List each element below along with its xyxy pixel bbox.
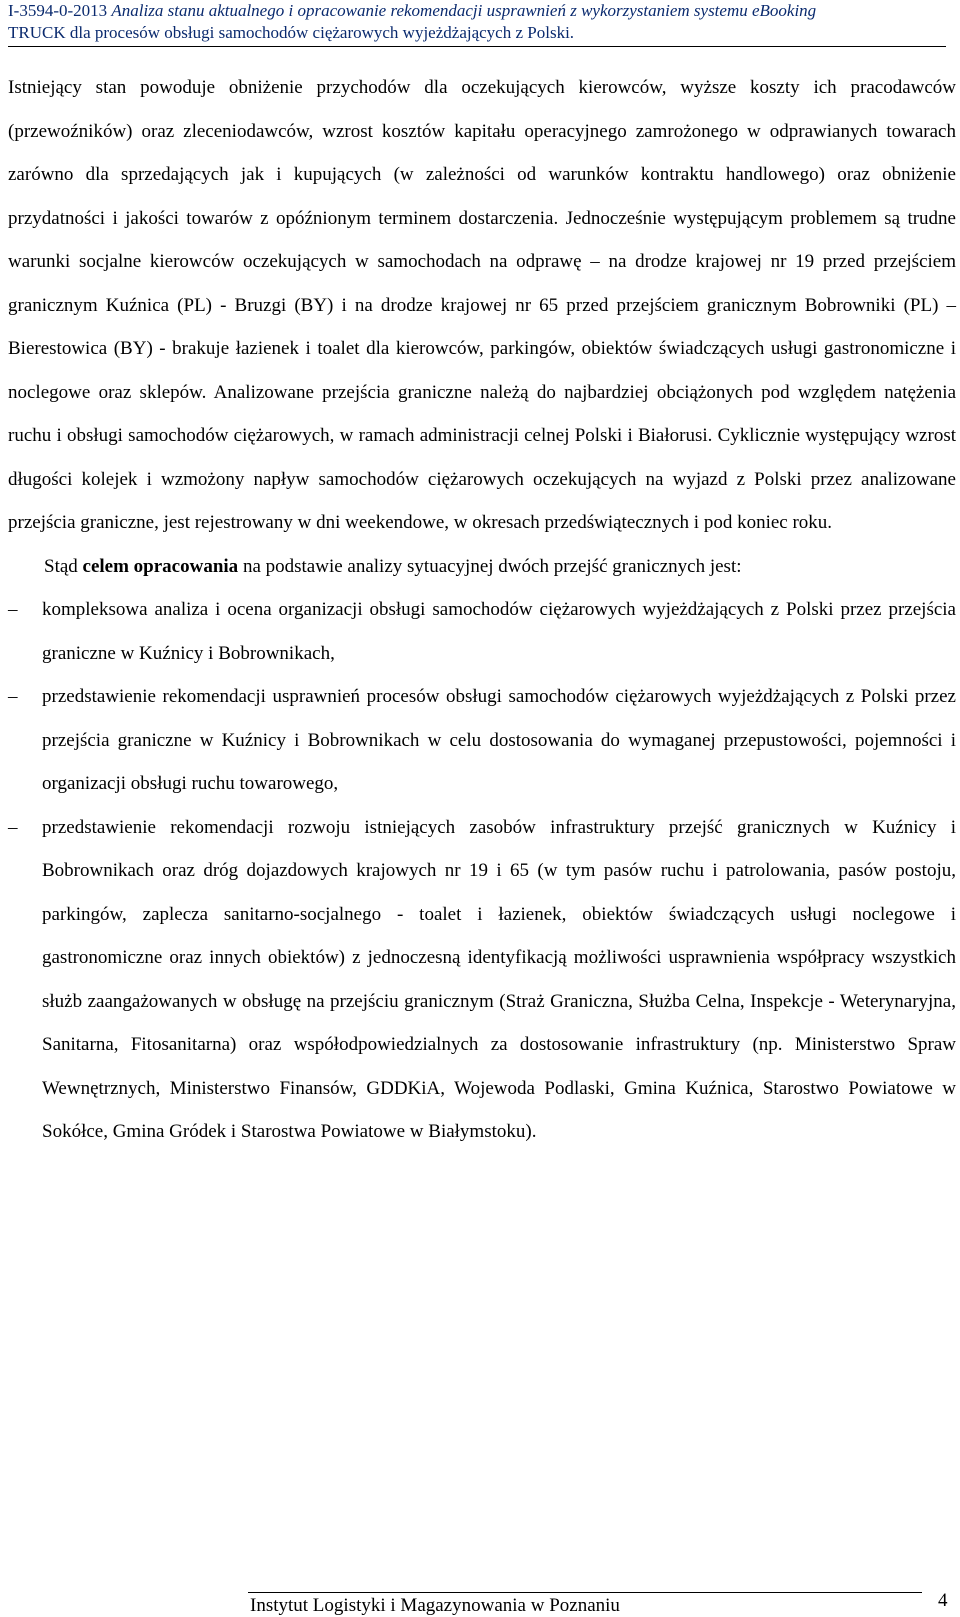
paragraph-2-bold: celem opracowania [82,555,239,577]
document-body [8,66,956,1154]
footer-institute: Instytut Logistyki i Magazynowania w Poznaniu [250,1595,620,1616]
list-item-text: przedstawienie rekomendacji rozwoju istniejących zasobów infrastruktury przejść granicznych w Kuźnicy i Bobrownikach oraz dróg dojazdowych krajowych nr 19 i 65 (w tym pasów ruchu i patrolowania, pasów postoju, parkingów, zaplecza sanitarno-socjalnego - toalet i łazienek, obiektów świadczących usługi noclegowe i gastronomiczne oraz innych obiektów) z jednoczesną identyfikacją możliwości usprawnienia współpracy wszystkich służb zaangażowanych w obsługę na przejściu granicznym (Straż Graniczna, Służba Celna, Inspekcje - Weterynaryjna, Sanitarna, Fitosanitarna) oraz współodpowiedzialnych za dostosowanie infrastruktury (np. Ministerstwo Spraw Wewnętrznych, Ministerstwo Finansów, GDDKiA, Wojewoda Podlaski, Gmina Kuźnica, Starostwo Powiatowe w Sokółce, Gmina Gródek i Starostwa Powiatowe w Białymstoku). [42,816,956,1142]
goals-list [8,588,956,1154]
dash-bullet: – [8,816,18,838]
document-code: I-3594-0-2013 [8,1,108,20]
list-item-text: kompleksowa analiza i ocena organizacji obsługi samochodów ciężarowych wyjeżdżających z Polski przez przejścia graniczne w Kuźnicy i Bobrownikach, [42,599,956,664]
list-item-text: przedstawienie rekomendacji usprawnień procesów obsługi samochodów ciężarowych wyjeżdżających z Polski przez przejścia graniczne w Kuźnicy i Bobrownikach w celu dostosowania do wymaganej przepustowości, pojemności i organizacji obsługi ruchu towarowego, [42,686,956,794]
paragraph-2-rest: na podstawie analizy sytuacyjnej dwóch przejść granicznych jest: [242,555,742,577]
dash-bullet: – [8,686,18,707]
page-number: 4 [938,1590,948,1611]
dash-bullet: – [8,599,18,620]
header-title-line2: TRUCK dla procesów obsługi samochodów ciężarowych wyjeżdżających z Polski. [8,23,575,42]
list-item [8,588,956,675]
header-title-line1: Analiza stanu aktualnego i opracowanie rekomendacji usprawnień z wykorzystaniem systemu eBooking [111,1,817,20]
list-item [8,806,956,1154]
footer-divider [248,1592,922,1593]
paragraph-1: Istniejący stan powoduje obniżenie przychodów dla oczekujących kierowców, wyższe koszty ich pracodawców (przewoźników) oraz zleceniodawców, wzrost kosztów kapitału operacyjnego zamrożonego w odprawianych towarach zarówno dla sprzedających jak i kupujących (w zależności od warunków kontraktu handlowego) oraz obniżenie przydatności i jakości towarów z opóźnionym terminem dostarczenia. Jednocześnie występującym problemem są trudne warunki socjalne kierowców oczekujących w samochodach na odprawę – na drodze krajowej nr 19 przed przejściem granicznym Kuźnica (PL) - Bruzgi (BY) i na drodze krajowej nr 65 przed przejściem granicznym Bobrowniki (PL) – Bierestowica (BY) - brakuje łazienek i toalet dla kierowców, parkingów, obiektów świadczących usługi gastronomiczne i noclegowe oraz sklepów. Analizowane przejścia graniczne należą do najbardziej obciążonych pod względem natężenia ruchu i obsługi samochodów ciężarowych, w ramach administracji celnej Polski i Białorusi. Cyklicznie występujący wzrost długości kolejek i wzmożony napływ samochodów ciężarowych oczekujących na wyjazd z Polski przez analizowane przejścia graniczne, jest rejestrowany w dni weekendowe, w okresach przedświątecznych i pod koniec roku. [8,77,956,533]
paragraph-2 [8,545,956,589]
page-header [8,0,952,44]
list-item [8,675,956,806]
paragraph-2-lead: Stąd [44,555,78,577]
header-divider [8,46,946,47]
